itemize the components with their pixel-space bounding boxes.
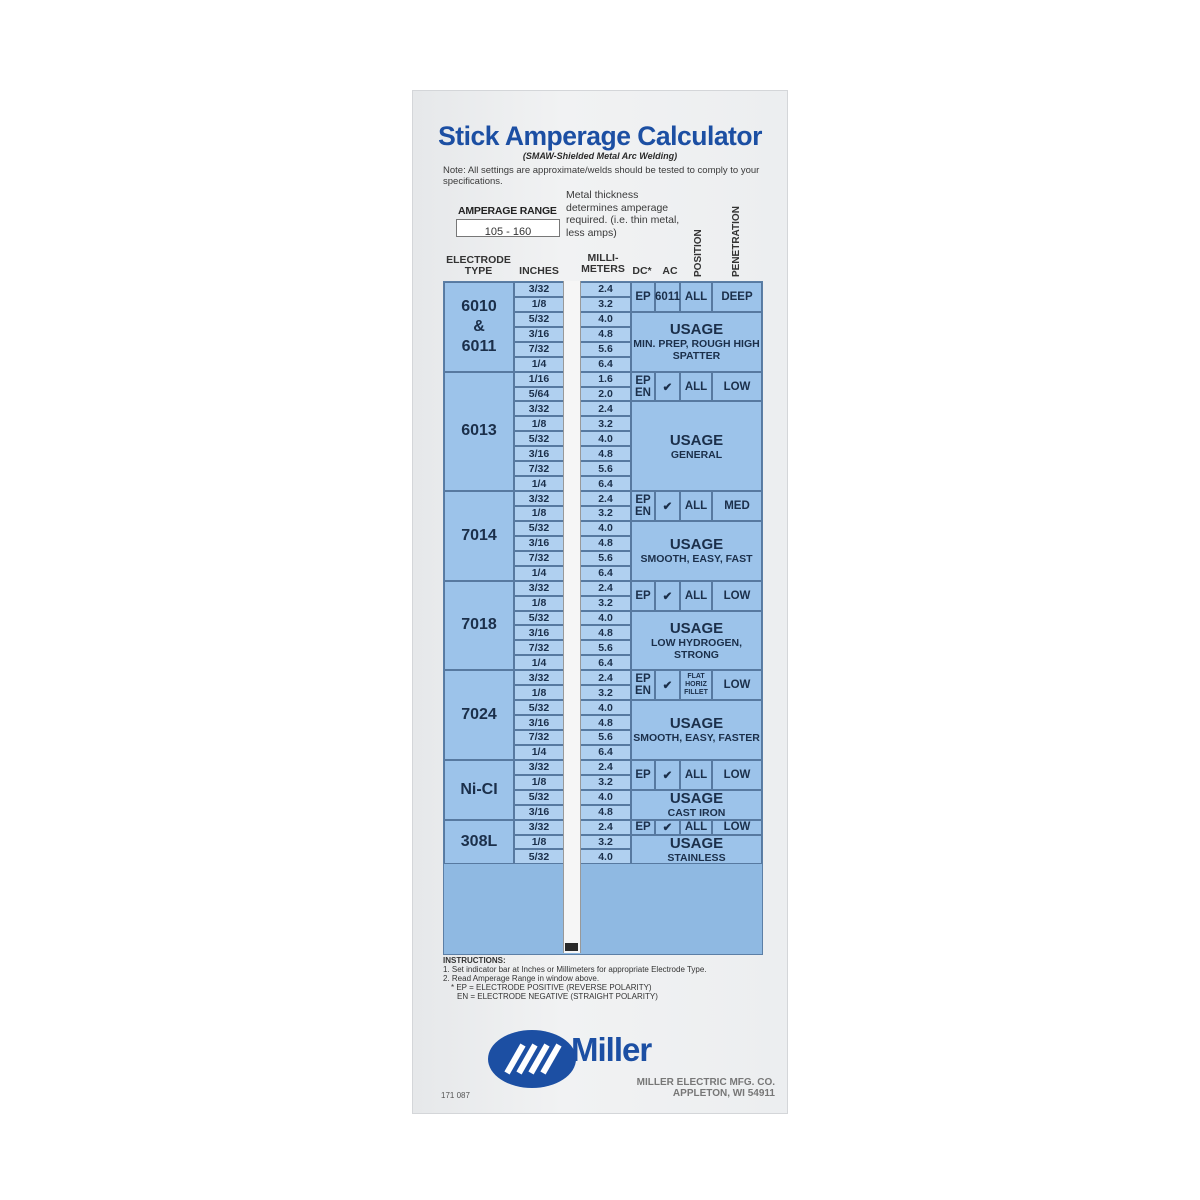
size-millimeters: 2.4 [580,491,631,506]
usage-title: USAGE [669,715,724,733]
size-millimeters: 3.2 [580,775,631,790]
size-millimeters: 4.8 [580,536,631,551]
size-millimeters: 2.4 [580,820,631,835]
size-inches: 1/4 [514,655,564,670]
size-millimeters: 2.4 [580,670,631,685]
position: ALL [680,282,712,312]
electrode-type: 7024 [444,670,514,760]
size-millimeters: 5.6 [580,342,631,357]
size-inches: 1/8 [514,835,564,850]
instruction-line: * EP = ELECTRODE POSITIVE (REVERSE POLARITY) [451,983,652,992]
position: ALL [680,760,712,790]
usage-description: STAINLESS [667,851,726,864]
size-inches: 3/16 [514,805,564,820]
usage-box [631,790,762,820]
size-inches: 1/8 [514,416,564,431]
size-millimeters: 5.6 [580,730,631,745]
size-millimeters: 4.0 [580,700,631,715]
position: FLAT HORIZ FILLET [680,670,712,700]
usage-description: LOW HYDROGEN, STRONG [651,636,742,661]
size-millimeters: 2.4 [580,760,631,775]
size-inches: 3/32 [514,670,564,685]
size-millimeters: 2.4 [580,581,631,596]
size-inches: 1/16 [514,372,564,387]
size-inches: 3/32 [514,581,564,596]
header-dc: DC* [632,265,652,277]
usage-box [631,401,762,491]
size-inches: 5/32 [514,700,564,715]
calculator-card [412,90,788,1114]
size-millimeters: 3.2 [580,596,631,611]
size-millimeters: 6.4 [580,357,631,372]
size-inches: 1/8 [514,506,564,521]
amperage-value: 105 - 160 [484,226,532,237]
instruction-line: 1. Set indicator bar at Inches or Millimeters for appropriate Electrode Type. [443,965,707,974]
header-ac: AC [662,265,678,277]
size-inches: 1/4 [514,357,564,372]
size-inches: 7/32 [514,730,564,745]
header-millimeters: MILLI- METERS [581,252,625,275]
usage-description: MIN. PREP, ROUGH HIGH SPATTER [633,338,760,363]
size-inches: 1/4 [514,476,564,491]
note-text: Note: All settings are approximate/welds should be tested to comply to your specifications. [443,165,760,187]
usage-title: USAGE [669,619,724,637]
header-inches: INCHES [519,265,559,277]
size-inches: 1/8 [514,775,564,790]
penetration: MED [712,491,762,521]
size-millimeters: 4.0 [580,521,631,536]
size-inches: 3/16 [514,446,564,461]
ac-compat: ✔ [655,820,680,835]
electrode-type: 7014 [444,491,514,581]
indicator-bar[interactable] [565,943,578,951]
dc-polarity: EP EN [631,491,655,521]
size-inches: 3/32 [514,282,564,297]
ac-compat: 6011 [655,282,680,312]
size-millimeters: 4.0 [580,611,631,626]
size-millimeters: 6.4 [580,566,631,581]
dc-polarity: EP [631,820,655,835]
usage-box [631,611,762,671]
size-millimeters: 4.8 [580,446,631,461]
dc-polarity: EP EN [631,372,655,402]
penetration: LOW [712,372,762,402]
usage-description: GENERAL [670,448,723,461]
manufacturer-address: APPLETON, WI 54911 [672,1088,775,1099]
size-millimeters: 6.4 [580,476,631,491]
dc-polarity: EP [631,581,655,611]
amperage-window [456,219,560,237]
size-inches: 5/32 [514,790,564,805]
size-inches: 3/16 [514,536,564,551]
size-inches: 5/32 [514,849,564,864]
size-millimeters: 6.4 [580,745,631,760]
miller-logo-icon [487,1029,577,1089]
metal-thickness-note: Metal thickness determines amperage required. (i.e. thin metal, less amps) [566,189,680,239]
size-millimeters: 4.0 [580,790,631,805]
size-inches: 7/32 [514,640,564,655]
penetration: LOW [712,820,762,835]
ac-compat: ✔ [655,581,680,611]
usage-title: USAGE [669,790,724,808]
ac-compat: ✔ [655,372,680,402]
brand-name: Miller [571,1031,652,1068]
size-inches: 3/32 [514,820,564,835]
dc-polarity: EP [631,282,655,312]
manufacturer [637,1077,775,1099]
usage-title: USAGE [669,321,724,339]
size-millimeters: 1.6 [580,372,631,387]
size-inches: 5/32 [514,611,564,626]
size-inches: 1/8 [514,685,564,700]
size-millimeters: 2.4 [580,282,631,297]
ac-compat: ✔ [655,670,680,700]
usage-title: USAGE [669,431,724,449]
size-inches: 1/8 [514,596,564,611]
size-millimeters: 3.2 [580,835,631,850]
position: ALL [680,491,712,521]
usage-box [631,312,762,372]
electrode-type: 308L [444,820,514,865]
penetration: LOW [712,760,762,790]
size-millimeters: 4.8 [580,625,631,640]
size-inches: 7/32 [514,551,564,566]
usage-box [631,835,762,865]
size-inches: 7/32 [514,342,564,357]
size-inches: 5/32 [514,521,564,536]
size-inches: 7/32 [514,461,564,476]
size-inches: 3/32 [514,401,564,416]
size-millimeters: 2.0 [580,387,631,402]
header-position: POSITION [693,229,704,277]
size-millimeters: 3.2 [580,297,631,312]
part-number: 171 087 [441,1091,470,1100]
size-inches: 5/32 [514,431,564,446]
instructions-title: INSTRUCTIONS: [443,956,506,965]
electrode-type: 6010 & 6011 [444,282,514,372]
size-millimeters: 6.4 [580,655,631,670]
size-inches: 3/16 [514,715,564,730]
penetration: LOW [712,581,762,611]
usage-title: USAGE [669,834,724,852]
size-millimeters: 5.6 [580,551,631,566]
size-millimeters: 4.0 [580,849,631,864]
position: ALL [680,820,712,835]
size-inches: 3/32 [514,760,564,775]
usage-description: CAST IRON [667,807,726,820]
size-millimeters: 4.0 [580,312,631,327]
usage-description: SMOOTH, EASY, FAST [640,553,753,566]
electrode-type: 7018 [444,581,514,671]
size-millimeters: 5.6 [580,461,631,476]
subtitle: (SMAW-Shielded Metal Arc Welding) [522,151,678,161]
size-millimeters: 4.8 [580,715,631,730]
size-inches: 5/64 [514,387,564,402]
size-millimeters: 3.2 [580,416,631,431]
usage-title: USAGE [669,536,724,554]
size-millimeters: 3.2 [580,685,631,700]
dc-polarity: EP EN [631,670,655,700]
amperage-range-label: AMPERAGE RANGE [458,205,557,217]
size-inches: 5/32 [514,312,564,327]
size-millimeters: 5.6 [580,640,631,655]
usage-box [631,700,762,760]
size-millimeters: 3.2 [580,506,631,521]
electrode-type: 6013 [444,372,514,491]
electrode-type: Ni-CI [444,760,514,820]
position: ALL [680,372,712,402]
instruction-line: 2. Read Amperage Range in window above. [443,974,600,983]
size-inches: 3/16 [514,327,564,342]
header-penetration: PENETRATION [731,206,742,277]
size-inches: 1/8 [514,297,564,312]
manufacturer-name: MILLER ELECTRIC MFG. CO. [636,1077,775,1088]
instructions [443,956,773,1001]
instruction-line: EN = ELECTRODE NEGATIVE (STRAIGHT POLARITY) [457,992,658,1001]
size-millimeters: 4.8 [580,327,631,342]
size-inches: 1/4 [514,745,564,760]
size-inches: 3/16 [514,625,564,640]
indicator-slot[interactable] [563,281,581,953]
penetration: LOW [712,670,762,700]
usage-description: SMOOTH, EASY, FASTER [633,732,760,745]
size-inches: 1/4 [514,566,564,581]
position: ALL [680,581,712,611]
penetration: DEEP [712,282,762,312]
ac-compat: ✔ [655,760,680,790]
dc-polarity: EP [631,760,655,790]
usage-box [631,521,762,581]
size-millimeters: 4.0 [580,431,631,446]
electrode-grid [443,281,763,955]
size-inches: 3/32 [514,491,564,506]
size-millimeters: 4.8 [580,805,631,820]
header-electrode-type: ELECTRODE TYPE [446,254,511,277]
size-millimeters: 2.4 [580,401,631,416]
ac-compat: ✔ [655,491,680,521]
page-title: Stick Amperage Calculator [438,121,762,151]
